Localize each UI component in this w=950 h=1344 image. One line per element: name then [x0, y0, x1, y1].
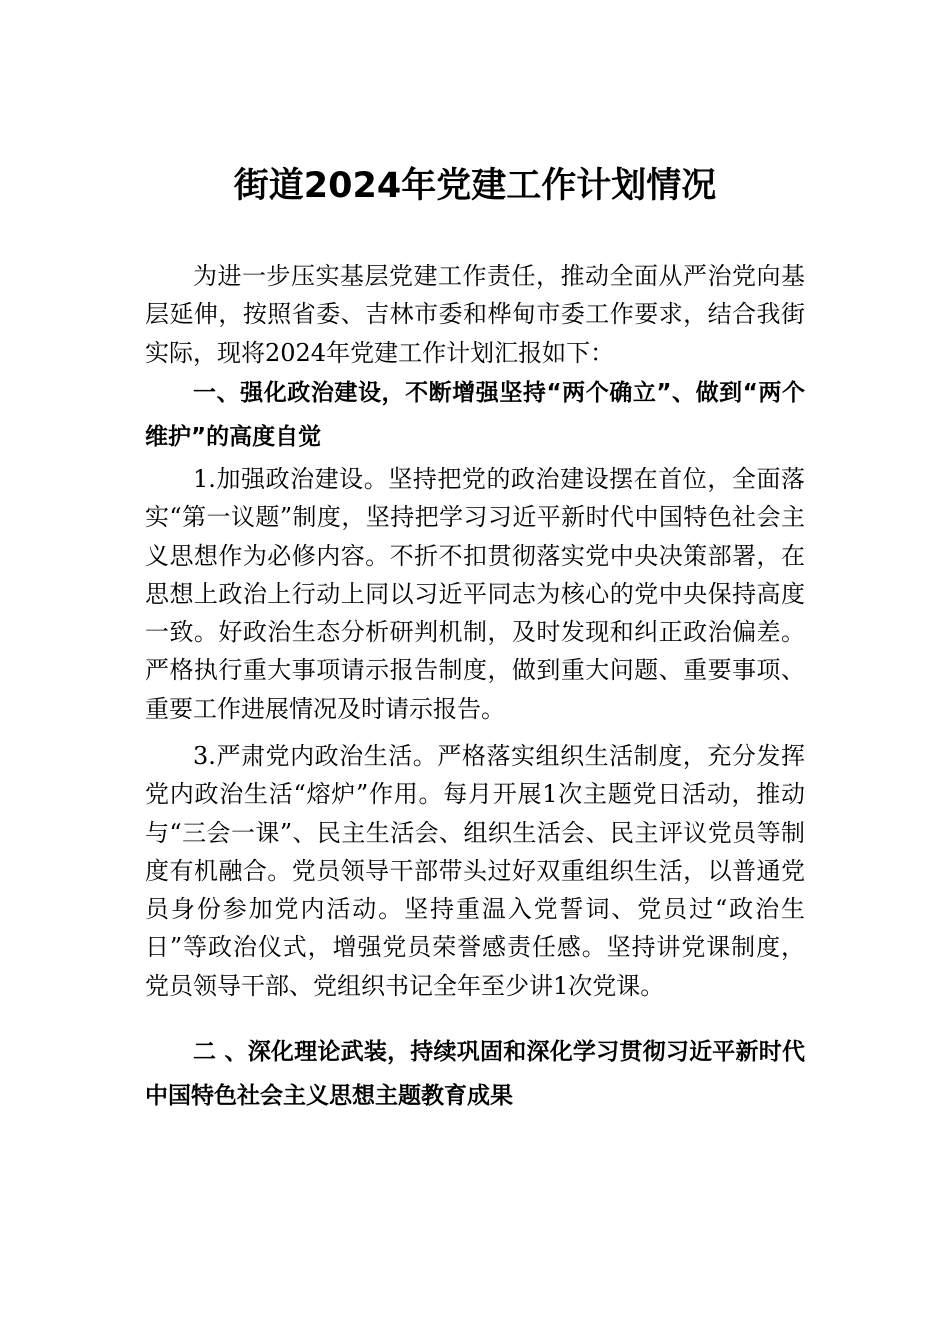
item-1-paragraph: 1.加强政治建设。坚持把党的政治建设摆在首位，全面落实“第一议题”制度，坚持把学习习近平新时代中国特色社会主义思想作为必修内容。不折不扣贯彻落实党中央决策部署，在思想上政治上行动上同以习近平同志为核心的党中央保持高度一致。好政治生态分析研判机制，及时发现和纠正政治偏差。严格执行重大事项请示报告制度，做到重大问题、重要事项、重要工作进展情况及时请示报告。 [145, 465, 805, 723]
item-3-paragraph: 3.严肃党内政治生活。严格落实组织生活制度，充分发挥党内政治生活“熔炉”作用。每月开展1次主题党日活动，推动与“三会一课”、民主生活会、组织生活会、民主评议党员等制度有机融合。党员领导干部带头过好双重组织生活，以普通党员身份参加党内活动。坚持重温入党誓词、党员过“政治生日”等政治仪式，增强党员荣誉感责任感。坚持讲党课制度，党员领导干部、党组织书记全年至少讲1次党课。 [145, 742, 805, 1000]
document-title: 街道2024年党建工作计划情况 [233, 166, 717, 206]
intro-paragraph: 为进一步压实基层党建工作责任，推动全面从严治党向基层延伸，按照省委、吉林市委和桦甸市委工作要求，结合我街实际，现将2024年党建工作计划汇报如下： [145, 262, 805, 367]
section-1-heading: 一、强化政治建设，不断增强坚持“两个确立”、做到“两个维护”的高度自觉 [145, 380, 805, 450]
section-2-heading: 二 、深化理论武装，持续巩固和深化学习贯彻习近平新时代中国特色社会主义思想主题教育成果 [145, 1039, 805, 1109]
